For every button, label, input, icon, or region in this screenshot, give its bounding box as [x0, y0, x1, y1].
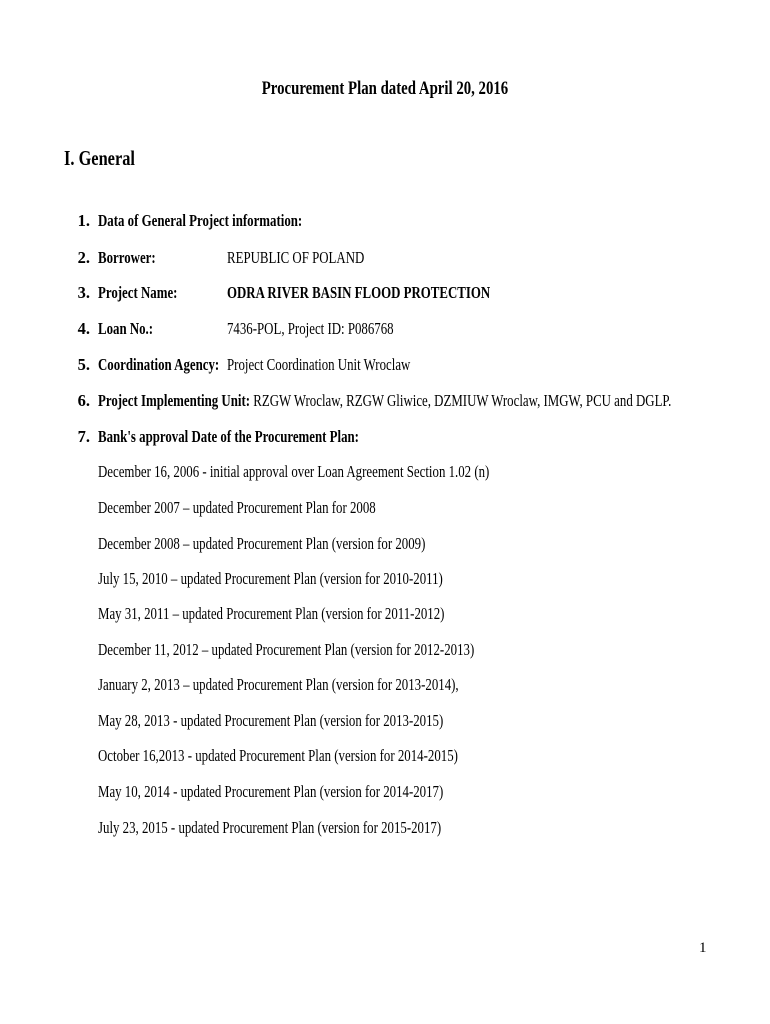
- item-number: 7.: [77, 427, 90, 446]
- item-number: 5.: [77, 355, 90, 374]
- approval-date-line: October 16,2013 - updated Procurement Plan (version for 2014-2015): [98, 746, 458, 765]
- approval-date-line: July 15, 2010 – updated Procurement Plan (version for 2010-2011): [98, 569, 443, 588]
- item-label: Coordination Agency:: [98, 355, 220, 374]
- item-number: 6.: [77, 391, 90, 410]
- item-label: Project Name:: [98, 283, 178, 302]
- document-title: [0, 78, 770, 100]
- coordination-agency-value: Project Coordination Unit Wroclaw: [227, 355, 411, 374]
- page-number: 1: [699, 940, 707, 956]
- item-label: Project Implementing Unit: RZGW Wroclaw, RZGW Gliwice, DZMIUW Wroclaw, IMGW, PCU and DGLP.: [98, 391, 672, 410]
- approval-date-line: May 28, 2013 - updated Procurement Plan (version for 2013-2015): [98, 711, 444, 730]
- approval-date-line: July 23, 2015 - updated Procurement Plan (version for 2015-2017): [98, 818, 442, 837]
- item-number: 1.: [77, 211, 90, 230]
- approval-date-line: January 2, 2013 – updated Procurement Plan (version for 2013-2014),: [98, 675, 459, 694]
- approval-date-line: December 2007 – updated Procurement Plan for 2008: [98, 498, 376, 517]
- section-heading-text: I. General: [64, 146, 135, 170]
- section-heading: [64, 146, 155, 171]
- item-number: 4.: [77, 319, 90, 338]
- approval-date-line: May 10, 2014 - updated Procurement Plan (version for 2014-2017): [98, 782, 444, 801]
- implementing-unit-value: RZGW Wroclaw, RZGW Gliwice, DZMIUW Wroclaw, IMGW, PCU and DGLP.: [253, 391, 672, 410]
- document-title-text: Procurement Plan dated April 20, 2016: [261, 78, 509, 99]
- item-number: 3.: [77, 283, 90, 302]
- item-label: Borrower:: [98, 248, 156, 267]
- project-name-value: ODRA RIVER BASIN FLOOD PROTECTION: [227, 283, 491, 302]
- item-label: Loan No.:: [98, 319, 154, 338]
- approval-date-line: May 31, 2011 – updated Procurement Plan (version for 2011-2012): [98, 604, 445, 623]
- approval-date-line: December 16, 2006 - initial approval over Loan Agreement Section 1.02 (n): [98, 462, 490, 481]
- item-label: Data of General Project information:: [98, 211, 303, 230]
- loan-number-value: 7436-POL, Project ID: P086768: [227, 319, 394, 338]
- item-number: 2.: [77, 248, 90, 267]
- approval-date-line: December 11, 2012 – updated Procurement Plan (version for 2012-2013): [98, 640, 475, 659]
- item-label: Bank's approval Date of the Procurement Plan:: [98, 427, 359, 446]
- approval-date-line: December 2008 – updated Procurement Plan (version for 2009): [98, 534, 426, 553]
- borrower-value: REPUBLIC OF POLAND: [227, 248, 365, 267]
